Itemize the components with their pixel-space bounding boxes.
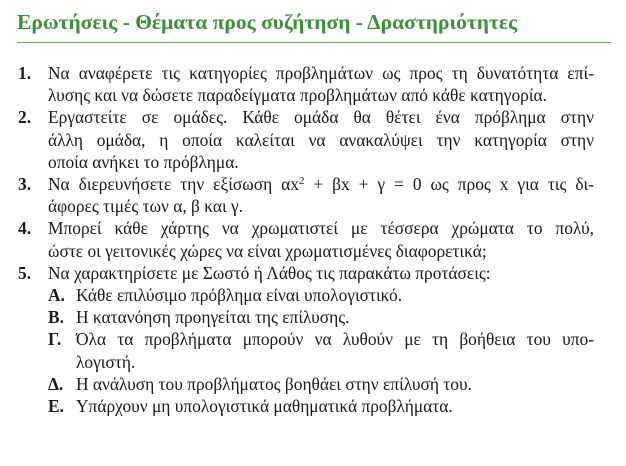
statement-item: [48, 306, 594, 328]
question-item: [16, 106, 594, 173]
statement-item: [48, 284, 594, 306]
statement-label: Ε.: [48, 396, 64, 417]
statement-text: Η κατανόηση προηγείται της επίλυσης.: [76, 307, 350, 328]
question-text: [48, 106, 594, 173]
question-item: [16, 173, 594, 217]
question-number: 1.: [18, 63, 32, 83]
statement-label: Δ.: [48, 373, 64, 394]
question-line: ώστε οι γειτονικές χώρες να είναι χρωματισμένες διαφορετικά;: [48, 240, 487, 261]
question-item: [16, 62, 594, 106]
statement-label: Α.: [48, 285, 65, 306]
question-number: 5.: [18, 262, 32, 283]
section-heading: Ερωτήσεις - Θέματα προς συζήτηση - Δραστηριότητες: [17, 10, 518, 34]
question-text: [48, 217, 594, 261]
question-line: άλλη ομάδα, η οποία καλείται να ανακαλύψει την κατηγορία στην: [48, 129, 594, 150]
question-number: 3.: [18, 174, 32, 195]
statement-text: λογιστή.: [76, 351, 136, 372]
equation-exponent: 2: [298, 175, 305, 188]
question-line: Να αναφέρετε τις κατηγορίες προβλημάτων ως προς τη δυνατότητα επί-: [48, 63, 594, 83]
question-line: λυσης και να δώσετε παραδείγματα προβλημάτων από κάθε κατηγορία.: [48, 85, 547, 106]
equation-text-after: + βx + γ = 0 ως προς x για τις δι-: [304, 174, 594, 195]
statement-label: Β.: [48, 307, 64, 328]
statement-text: Η ανάλυση του προβλήματος βοηθάει στην επίλυσή του.: [76, 373, 472, 394]
question-item: [16, 262, 594, 417]
question-line: Εργαστείτε σε ομάδες. Κάθε ομάδα θα θέτει ένα πρόβλημα στην: [48, 107, 594, 128]
question-line: οποία ανήκει το πρόβλημα.: [48, 151, 239, 172]
statement-text: Κάθε επιλύσιμο πρόβλημα είναι υπολογιστικό.: [76, 285, 403, 306]
equation-text-before: Να διερευνήσετε την εξίσωση αx: [48, 174, 299, 195]
question-item: [16, 217, 594, 261]
question-list: [16, 62, 594, 417]
question-text: [48, 262, 594, 417]
heading-divider: [17, 42, 611, 43]
question-text: [48, 173, 594, 217]
question-number: 4.: [18, 218, 32, 239]
question-intro: Να χαρακτηρίσετε με Σωστό ή Λάθος τις παρακάτω προτάσεις:: [48, 262, 491, 283]
question-line: Μπορεί κάθε χάρτης να χρωματιστεί με τέσσερα χρώματα το πολύ,: [48, 218, 594, 239]
statement-text: Όλα τα προβλήματα μπορούν να λυθούν με τη βοήθεια του υπο-: [76, 329, 594, 350]
question-line: άφορες τιμές των α, β και γ.: [48, 196, 244, 217]
statement-item: [48, 373, 594, 395]
statement-text: Υπάρχουν μη υπολογιστικά μαθηματικά προβλήματα.: [76, 396, 453, 417]
statement-item: [48, 395, 594, 417]
statement-item: [48, 328, 594, 372]
question-number: 2.: [18, 107, 32, 128]
question-line: [48, 173, 594, 195]
statement-label: Γ.: [48, 329, 62, 350]
question-text: [48, 62, 594, 106]
